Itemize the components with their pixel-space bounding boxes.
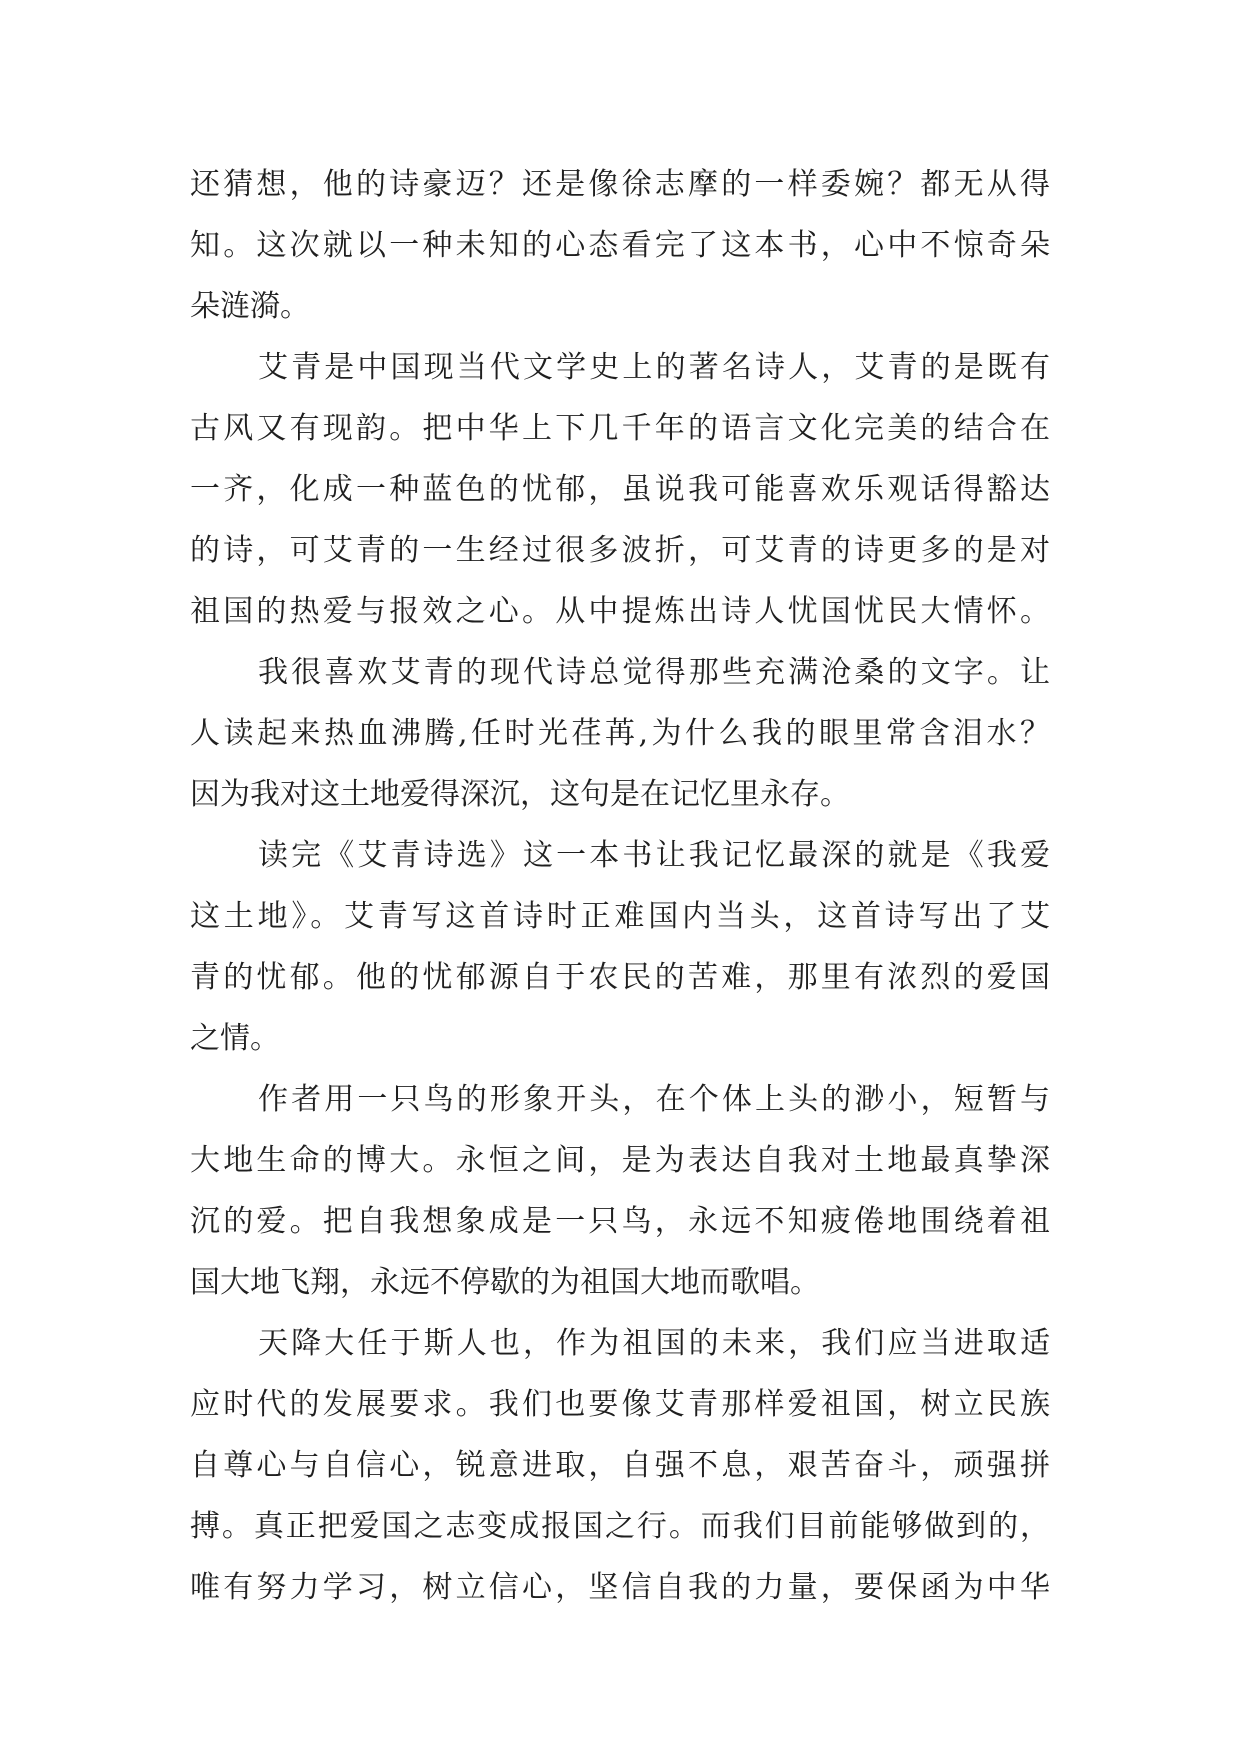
text-line: 天降大任于斯人也，作为祖国的未来，我们应当进取适: [258, 1326, 1050, 1361]
paragraph: [190, 154, 1050, 337]
text-line: 搏。真正把爱国之志变成报国之行。而我们目前能够做到的，: [190, 1509, 1050, 1544]
body-text: [190, 154, 1050, 1618]
paragraph: [190, 642, 1050, 825]
text-line: 应时代的发展要求。我们也要像艾青那样爱祖国，树立民族: [190, 1387, 1050, 1422]
text-line: 自尊心与自信心，锐意进取，自强不息，艰苦奋斗，顽强拼: [190, 1448, 1050, 1483]
text-line: 唯有努力学习，树立信心，坚信自我的力量，要保函为中华: [190, 1570, 1050, 1605]
text-line: 祖国的热爱与报效之心。从中提炼出诗人忧国忧民大情怀。: [190, 594, 1050, 629]
text-line: 国大地飞翔，永远不停歇的为祖国大地而歌唱。: [190, 1265, 820, 1300]
text-line: 还猜想，他的诗豪迈？还是像徐志摩的一样委婉？都无从得: [190, 167, 1050, 202]
text-line: 我很喜欢艾青的现代诗总觉得那些充满沧桑的文字。让: [258, 655, 1050, 690]
text-line: 大地生命的博大。永恒之间，是为表达自我对土地最真挚深: [190, 1143, 1050, 1178]
text-line: 读完《艾青诗选》这一本书让我记忆最深的就是《我爱: [258, 838, 1050, 873]
text-line: 沉的爱。把自我想象成是一只鸟，永远不知疲倦地围绕着祖: [190, 1204, 1050, 1239]
text-line: 朵涟漪。: [190, 289, 310, 324]
text-line: 因为我对这土地爱得深沉，这句是在记忆里永存。: [190, 777, 850, 812]
text-line: 知。这次就以一种未知的心态看完了这本书，心中不惊奇朵: [190, 228, 1050, 263]
text-line: 这土地》。艾青写这首诗时正难国内当头，这首诗写出了艾: [190, 899, 1050, 934]
text-line: 古风又有现韵。把中华上下几千年的语言文化完美的结合在: [190, 411, 1050, 446]
text-line: 作者用一只鸟的形象开头，在个体上头的渺小，短暂与: [258, 1082, 1050, 1117]
text-line: 艾青是中国现当代文学史上的著名诗人，艾青的是既有: [258, 350, 1050, 385]
text-line: 的诗，可艾青的一生经过很多波折，可艾青的诗更多的是对: [190, 533, 1050, 568]
text-line: 一齐，化成一种蓝色的忧郁，虽说我可能喜欢乐观话得豁达: [190, 472, 1050, 507]
paragraph: [190, 1069, 1050, 1313]
paragraph: [190, 337, 1050, 642]
text-line: 之情。: [190, 1021, 280, 1056]
text-line: 青的忧郁。他的忧郁源自于农民的苦难，那里有浓烈的爱国: [190, 960, 1050, 995]
paragraph: [190, 825, 1050, 1069]
text-line: 人读起来热血沸腾,任时光荏苒,为什么我的眼里常含泪水？: [190, 716, 1050, 751]
paragraph: [190, 1313, 1050, 1618]
